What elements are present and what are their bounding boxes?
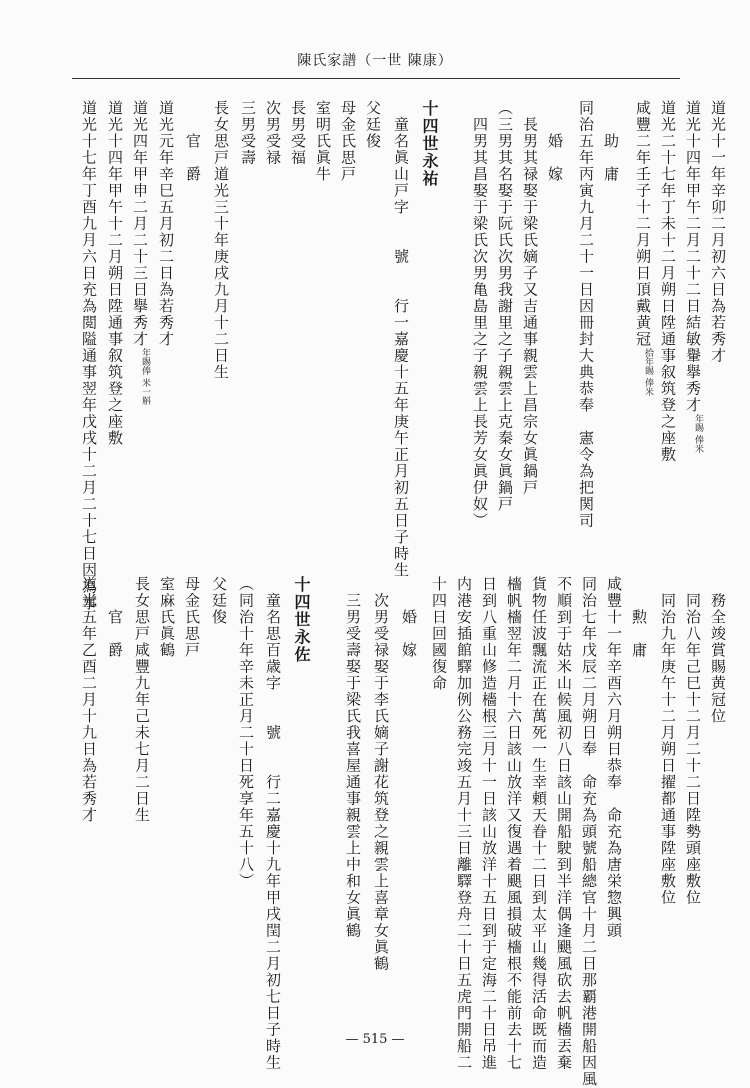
text-column: 道光十四年甲午十二月朔日陞通事叙筑登之座敷 [106, 100, 124, 447]
column-text: 道光十四年甲午二月二十二日結敏轝擧秀才 [684, 100, 702, 414]
interlinear-note: 年賜 俸米 [693, 413, 703, 453]
text-column: 同治九年庚午十二月朔日擢都通事陞座敷位 [659, 576, 677, 906]
text-column: 長男其禄娶于梁氏嫡子又吉通事親雲上昌宗女眞鍋戸 [521, 100, 539, 496]
section-heading: 勲 庸 [630, 576, 648, 659]
text-column: （同治十年辛未正月二十日死享年五十八） [237, 576, 255, 890]
generation-heading: 十四世永祐 [420, 100, 439, 188]
text-column: 三男受壽 [239, 100, 257, 166]
generation-heading: 十四世永佐 [292, 576, 311, 664]
text-column: 父廷俊 [364, 100, 382, 150]
text-column: 同治八年己巳十二月二十二日陞勢頭座敷位 [684, 576, 702, 906]
section-heading: 官 爵 [184, 100, 202, 183]
text-column: 父廷俊 [210, 576, 228, 626]
text-column: 道光十七年丁酉九月六日充為閲隘通事翌年戊戌十二月二十七日因為事 [80, 100, 98, 612]
column-text: 道光四年甲申二月二十三日擧秀才 [131, 100, 149, 348]
page-header: 陳氏家譜（一世 陳康） [297, 53, 453, 69]
text-column: 道光五年乙酉二月十九日為若秀才 [80, 576, 98, 824]
text-column: 十四日回國復命 [430, 576, 448, 692]
text-column: 道光二十七年丁未十二月朔日陞通事叙筑登之座敷 [659, 100, 677, 463]
text-column: 童名思百歳字 號 行二嘉慶十九年甲戌閏二月初七日子時生 [264, 576, 282, 1071]
text-column: 童名眞山戸字 號 行一嘉慶十五年庚午正月初五日子時生 [392, 100, 410, 579]
text-column: 室明氏眞牛 [314, 100, 332, 183]
text-column: 四男其昌娶于梁氏次男亀島里之子親雲上長芳女眞伊奴） [471, 100, 489, 529]
section-heading: 婚 嫁 [546, 100, 564, 183]
text-column: 三男受壽娶于梁氏我喜屋通事親雲上中和女眞鶴 [344, 576, 362, 939]
text-column: 不順到于姑米山候風初八日該山開船駛到半洋偶逢颶風砍去帆檣丟棄 [555, 576, 573, 1071]
text-column: 次男受禄娶于李氏嫡子謝花筑登之親雲上喜章女眞鶴 [372, 576, 390, 972]
text-column: 母金氏思戸 [339, 100, 357, 183]
page-number: — 515 — [345, 1032, 405, 1047]
text-column: 日到八重山修造檣根三月十一日該山放洋十五日到于定海二十日吊進 [480, 576, 498, 1071]
section-heading: 助 庸 [602, 100, 620, 183]
text-column: 同治五年丙寅九月二十一日因冊封大典恭奉 憲令為把関司 [577, 100, 595, 529]
text-column: 母金氏思戸 [183, 576, 201, 659]
text-column: 道光元年辛巳五月初二日為若秀才 [157, 100, 175, 348]
text-column: 貨物任波飄流正在萬死一生幸頼天眷十二日到太平山幾得活命既而造 [530, 576, 548, 1071]
text-column: 長女思戸道光三十年庚戌九月十二日生 [212, 100, 230, 381]
interlinear-note: 年賜俸 米一斛 [140, 347, 150, 405]
text-column: 長女思戸咸豐九年己未七月二日生 [133, 576, 151, 824]
text-column [131, 100, 149, 404]
text-column: 内港安插館驛加例公務完竣五月十三日離驛登舟二十日五虎門開船二 [455, 576, 473, 1071]
section-heading: 婚 嫁 [400, 576, 418, 659]
text-column: 務全竣賞賜黄冠位 [709, 576, 727, 725]
column-text: 咸豐二年壬子十二月朔日頂戴黄冠 [634, 100, 652, 348]
text-column: 道光十一年辛卯二月初六日為若秀才 [709, 100, 727, 364]
text-column: 同治七年戊辰二月朔日奉 命充為頭號船總官十月二日那覇港開船因風 [580, 576, 598, 1088]
text-column: （三男其名娶于阮氏次男我謝里之子親雲上克秦女眞鍋戸 [496, 100, 514, 513]
text-column [684, 100, 702, 452]
text-column: 室麻氏眞鶴 [158, 576, 176, 659]
section-heading: 官 爵 [106, 576, 124, 659]
text-column [634, 100, 652, 395]
text-column: 次男受禄 [264, 100, 282, 166]
text-column: 長男受福 [289, 100, 307, 166]
header-rule [72, 78, 680, 79]
text-column: 檣帆檣翌年二月十六日該山放洋又復遇着颶風損破檣根不能前去十七 [505, 576, 523, 1071]
interlinear-note: 拾年賜 俸米 [643, 347, 653, 396]
text-column: 咸豐十一年辛酉六月朔日恭奉 命充為唐栄惣興頭 [605, 576, 623, 939]
